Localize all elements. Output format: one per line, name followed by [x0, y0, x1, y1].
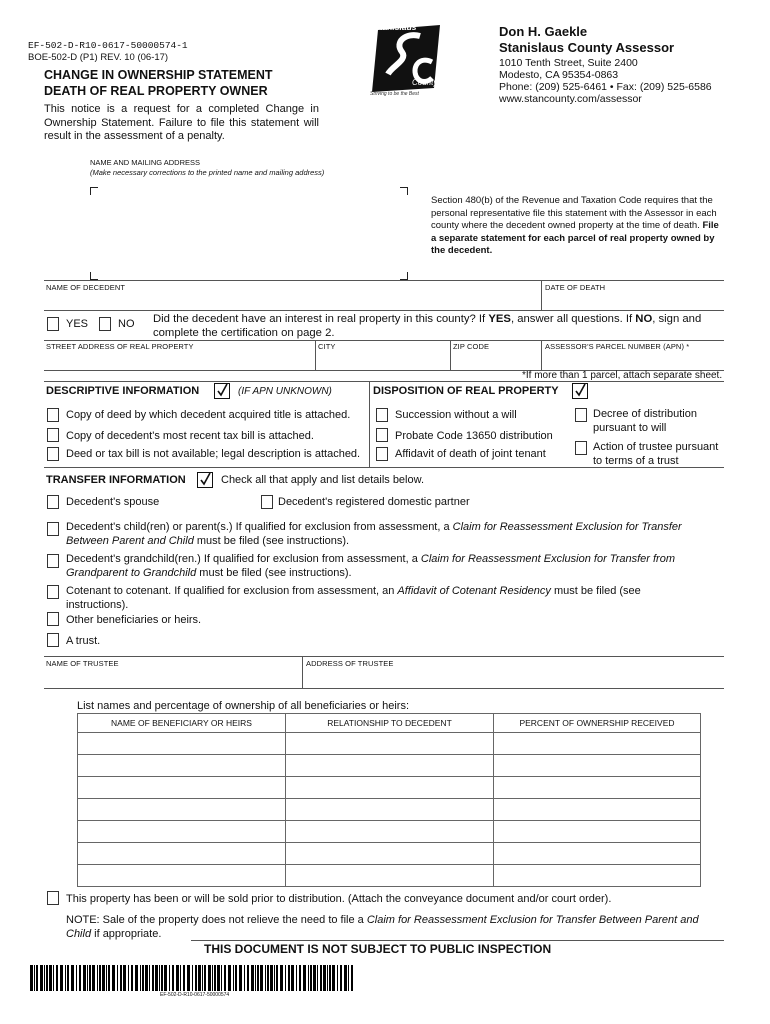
- street-address-input[interactable]: [45, 352, 313, 368]
- text-part: if appropriate.: [91, 928, 162, 940]
- yes-checkbox[interactable]: [47, 317, 59, 331]
- rule: [44, 280, 724, 281]
- question-part: Did the decedent have an interest in real property in this county? If: [153, 313, 489, 325]
- text-part: must be filed (see instructions).: [193, 535, 350, 547]
- no-label: NO: [118, 318, 135, 330]
- rule: [44, 310, 724, 311]
- trust-checkbox[interactable]: [47, 633, 59, 647]
- sale-note: [66, 913, 716, 941]
- text-part: NOTE: Sale of the property does not relieve the need to file a: [66, 914, 367, 926]
- table-cell[interactable]: [78, 843, 286, 865]
- rule: [315, 340, 316, 370]
- rule: [44, 340, 724, 341]
- mailing-label: NAME AND MAILING ADDRESS: [90, 158, 201, 167]
- rule: [44, 688, 724, 689]
- logo-text-top: Stanislaus: [374, 22, 417, 32]
- succession-checkbox[interactable]: [376, 408, 388, 422]
- other-heirs-checkbox[interactable]: [47, 612, 59, 626]
- rule: [191, 940, 724, 941]
- table-cell[interactable]: [286, 865, 494, 887]
- date-of-death-label: DATE OF DEATH: [545, 283, 606, 292]
- form-id: BOE-502-D (P1) REV. 10 (06-17): [28, 52, 169, 63]
- beneficiaries-table: [77, 713, 701, 887]
- probate-label: Probate Code 13650 distribution: [395, 430, 553, 442]
- sold-property-checkbox[interactable]: [47, 891, 59, 905]
- succession-label: Succession without a will: [395, 409, 517, 421]
- spouse-label: Decedent's spouse: [66, 496, 160, 508]
- apn-input[interactable]: [543, 352, 723, 368]
- tax-bill-checkbox[interactable]: [47, 428, 59, 442]
- table-cell[interactable]: [494, 821, 701, 843]
- if-apn-unknown: (IF APN UNKNOWN): [238, 386, 332, 397]
- probate-checkbox[interactable]: [376, 428, 388, 442]
- rule: [541, 340, 542, 370]
- other-heirs-label: Other beneficiaries or heirs.: [66, 614, 202, 626]
- table-cell[interactable]: [78, 755, 286, 777]
- table-cell[interactable]: [78, 733, 286, 755]
- table-row: [78, 821, 701, 843]
- table-row: [78, 777, 701, 799]
- section-480-text: Section 480(b) of the Revenue and Taxation Code requires that the personal representative file this statement with the Assessor in each county where the decedent owned property at the time of death.: [431, 195, 717, 231]
- deed-copy-checkbox[interactable]: [47, 408, 59, 422]
- logo-tagline: Striving to be the Best: [370, 91, 419, 97]
- spouse-checkbox[interactable]: [47, 495, 59, 509]
- no-checkbox[interactable]: [99, 317, 111, 331]
- domestic-partner-label: Decedent's registered domestic partner: [278, 496, 470, 508]
- legal-description-checkbox[interactable]: [47, 447, 59, 461]
- disposition-checkmark-icon: [572, 383, 588, 399]
- text-part: Cotenant to cotenant. If qualified for exclusion from assessment, an: [66, 585, 398, 597]
- apn-note: *If more than 1 parcel, attach separate sheet.: [522, 370, 723, 381]
- trustee-address-label: ADDRESS OF TRUSTEE: [306, 659, 394, 668]
- table-cell[interactable]: [286, 821, 494, 843]
- table-cell[interactable]: [286, 755, 494, 777]
- date-of-death-input[interactable]: [543, 293, 723, 309]
- table-cell[interactable]: [494, 777, 701, 799]
- mailing-address-area[interactable]: [98, 193, 396, 269]
- street-address-label: STREET ADDRESS OF REAL PROPERTY: [46, 342, 194, 351]
- name-of-decedent-input[interactable]: [45, 293, 539, 309]
- claim-form-name: Claim for Reassessment Exclusion for Transfer Between Parent and Child: [66, 914, 699, 940]
- table-cell[interactable]: [286, 733, 494, 755]
- rule: [44, 381, 724, 382]
- child-parent-checkbox[interactable]: [47, 522, 59, 536]
- table-cell[interactable]: [286, 843, 494, 865]
- legal-description-label: Deed or tax bill is not available; legal description is attached.: [66, 448, 361, 460]
- trustee-name-input[interactable]: [45, 670, 300, 686]
- question-no: NO: [635, 313, 653, 325]
- interest-question: [153, 312, 723, 340]
- affidavit-name: Affidavit of Cotenant Residency: [397, 585, 551, 597]
- address-line2: Modesto, CA 95354-0863: [499, 69, 619, 81]
- table-cell[interactable]: [494, 733, 701, 755]
- mailing-corner-br: [400, 272, 408, 280]
- penalty-notice: This notice is a request for a completed Change in Ownership Statement. Failure to file this statement will result in the assessment of a penalty.: [44, 103, 319, 142]
- table-cell[interactable]: [494, 799, 701, 821]
- table-cell[interactable]: [78, 777, 286, 799]
- apn-label: ASSESSOR'S PARCEL NUMBER (APN) *: [545, 342, 690, 351]
- section-480-bold: File a separate statement for each parcel of real property owned by the decedent.: [431, 220, 719, 256]
- trustee-action-label: Action of trustee pursuant to terms of a trust: [593, 441, 719, 467]
- domestic-partner-checkbox[interactable]: [261, 495, 273, 509]
- column-header: RELATIONSHIP TO DECEDENT: [286, 714, 494, 733]
- claim-form-name: Claim for Reassessment Exclusion for Transfer Between Parent and Child: [66, 521, 682, 547]
- disposition-heading: DISPOSITION OF REAL PROPERTY: [373, 385, 559, 397]
- grandchild-label: [66, 552, 726, 580]
- website-link[interactable]: www.stancounty.com/assessor: [499, 93, 642, 105]
- claim-form-name: Claim for Reassessment Exclusion for Transfer from Grandparent to Grandchild: [66, 553, 675, 579]
- transfer-checkmark-icon: [197, 472, 213, 488]
- descriptive-heading: DESCRIPTIVE INFORMATION: [46, 385, 200, 397]
- form-title-line2: DEATH OF REAL PROPERTY OWNER: [44, 84, 268, 98]
- grandchild-checkbox[interactable]: [47, 554, 59, 568]
- rule: [369, 381, 370, 467]
- form-code: EF-502-D-R10-0617-50000574-1: [28, 40, 188, 51]
- barcode: [30, 965, 356, 991]
- text-part: Decedent's child(ren) or parent(s.) If qualified for exclusion from assessment, a: [66, 521, 453, 533]
- mailing-sublabel: (Make necessary corrections to the printed name and mailing address): [90, 168, 325, 177]
- table-cell[interactable]: [494, 755, 701, 777]
- table-cell[interactable]: [78, 799, 286, 821]
- rule: [44, 656, 724, 657]
- zip-code-label: ZIP CODE: [453, 342, 490, 351]
- trust-label: A trust.: [66, 635, 101, 647]
- address-line1: 1010 Tenth Street, Suite 2400: [499, 57, 638, 69]
- section-480-notice: [431, 195, 726, 258]
- table-row: [78, 733, 701, 755]
- public-inspection-notice: THIS DOCUMENT IS NOT SUBJECT TO PUBLIC INSPECTION: [204, 942, 552, 956]
- text-part: must be filed (see instructions).: [196, 567, 352, 579]
- question-yes: YES: [488, 313, 511, 325]
- tax-bill-label: Copy of decedent's most recent tax bill is attached.: [66, 430, 314, 442]
- descriptive-checkmark-icon: [214, 383, 230, 399]
- rule: [450, 340, 451, 370]
- logo-text-bottom: County: [412, 78, 438, 87]
- table-row: [78, 865, 701, 887]
- beneficiaries-prompt: List names and percentage of ownership of all beneficiaries or heirs:: [77, 700, 410, 712]
- city-input[interactable]: [317, 352, 448, 368]
- table-header-row: [78, 714, 701, 733]
- table-cell[interactable]: [286, 799, 494, 821]
- decree-checkbox[interactable]: [575, 408, 587, 422]
- table-cell[interactable]: [286, 777, 494, 799]
- trustee-name-label: NAME OF TRUSTEE: [46, 659, 119, 668]
- cotenant-checkbox[interactable]: [47, 585, 59, 599]
- table-row: [78, 799, 701, 821]
- deed-copy-label: Copy of deed by which decedent acquired title is attached.: [66, 409, 351, 421]
- form-title-line1: CHANGE IN OWNERSHIP STATEMENT: [44, 68, 273, 82]
- transfer-instruction: Check all that apply and list details below.: [221, 474, 425, 486]
- text-part: Decedent's grandchild(ren.) If qualified for exclusion from assessment, a: [66, 553, 421, 565]
- sold-property-label: This property has been or will be sold prior to distribution. (Attach the conveyance document and/or court order).: [66, 893, 612, 905]
- county-logo: [368, 22, 444, 97]
- rule: [44, 467, 724, 468]
- text-part: must be filed (see instructions).: [66, 585, 641, 611]
- transfer-heading: TRANSFER INFORMATION: [46, 474, 186, 486]
- question-part: , sign and complete the certification on page 2.: [153, 313, 702, 339]
- child-parent-label: [66, 520, 726, 548]
- decree-label: Decree of distribution pursuant to will: [593, 408, 697, 434]
- yes-label: YES: [66, 318, 89, 330]
- rule: [541, 280, 542, 310]
- question-part: , answer all questions. If: [510, 313, 636, 325]
- mailing-corner-bl: [90, 272, 98, 280]
- mailing-corner-tr: [400, 187, 408, 195]
- trustee-action-checkbox[interactable]: [575, 441, 587, 455]
- phone-fax: Phone: (209) 525-6461 • Fax: (209) 525-6586: [499, 81, 712, 93]
- table-cell[interactable]: [78, 821, 286, 843]
- mailing-corner-tl: [90, 187, 98, 195]
- cotenant-label: [66, 584, 706, 612]
- table-cell[interactable]: [494, 843, 701, 865]
- table-row: [78, 755, 701, 777]
- column-header: PERCENT OF OWNERSHIP RECEIVED: [494, 714, 701, 733]
- trustee-address-input[interactable]: [304, 670, 722, 686]
- rule: [302, 656, 303, 688]
- joint-tenant-label: Affidavit of death of joint tenant: [395, 448, 546, 460]
- column-header: NAME OF BENEFICIARY OR HEIRS: [78, 714, 286, 733]
- assessor-name: Don H. Gaekle: [499, 24, 588, 39]
- table-row: [78, 843, 701, 865]
- assessor-title: Stanislaus County Assessor: [499, 40, 675, 55]
- city-label: CITY: [318, 342, 336, 351]
- barcode-text: EF-502-D-R10-0617-50000574: [160, 992, 230, 998]
- name-of-decedent-label: NAME OF DECEDENT: [46, 283, 126, 292]
- table-cell[interactable]: [494, 865, 701, 887]
- zip-code-input[interactable]: [452, 352, 539, 368]
- barcode-graphic: [30, 965, 356, 991]
- table-cell[interactable]: [78, 865, 286, 887]
- joint-tenant-checkbox[interactable]: [376, 447, 388, 461]
